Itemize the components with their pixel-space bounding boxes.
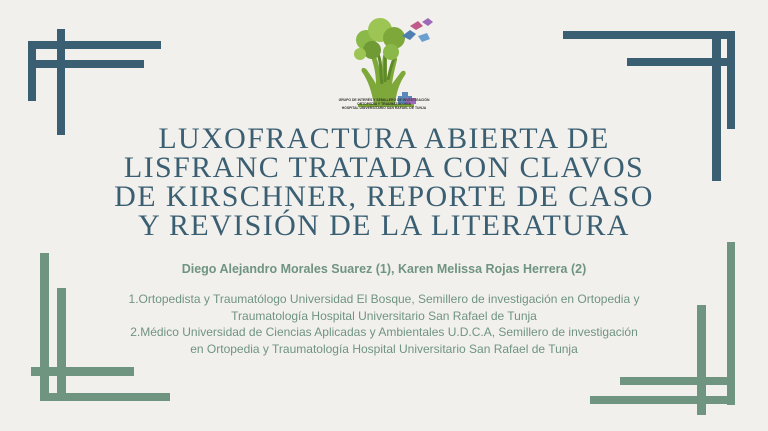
logo-caption-line: ORTOPEDIA Y TRAUMATOLOGÍA: [357, 102, 411, 107]
page-title: [90, 124, 678, 240]
title-line: DE KIRSCHNER, REPORTE DE CASO: [114, 180, 654, 213]
title-line: LUXOFRACTURA ABIERTA DE: [158, 122, 610, 155]
affiliations: [100, 291, 668, 357]
affiliation-line: 2.Médico Universidad de Ciencias Aplicadas y Ambientales U.D.C.A, Semillero de investigación: [130, 325, 638, 339]
authors: Diego Alejandro Morales Suarez (1), Karen Melissa Rojas Herrera (2): [181, 262, 587, 276]
logo-caption-line: HOSPITAL UNIVERSITARIO SAN RAFAEL DE TUNJA: [341, 106, 427, 111]
affiliation-line: Traumatología Hospital Universitario San Rafael de Tunja: [231, 308, 537, 323]
title-line: LISFRANC TRATADA CON CLAVOS: [123, 151, 645, 184]
affiliation-line: 1.Ortopedista y Traumatólogo Universidad El Bosque, Semillero de investigación en Ortopedia y: [128, 292, 640, 306]
title-line: Y REVISIÓN DE LA LITERATURA: [138, 209, 630, 242]
affiliation-line: en Ortopedia y Traumatología Hospital Universitario San Rafael de Tunja: [190, 341, 578, 356]
logo-caption-line: GRUPO DE INTERÉS Y SEMILLERO DE INVESTIGACIÓN: [338, 98, 430, 102]
logo-caption: [324, 98, 444, 111]
